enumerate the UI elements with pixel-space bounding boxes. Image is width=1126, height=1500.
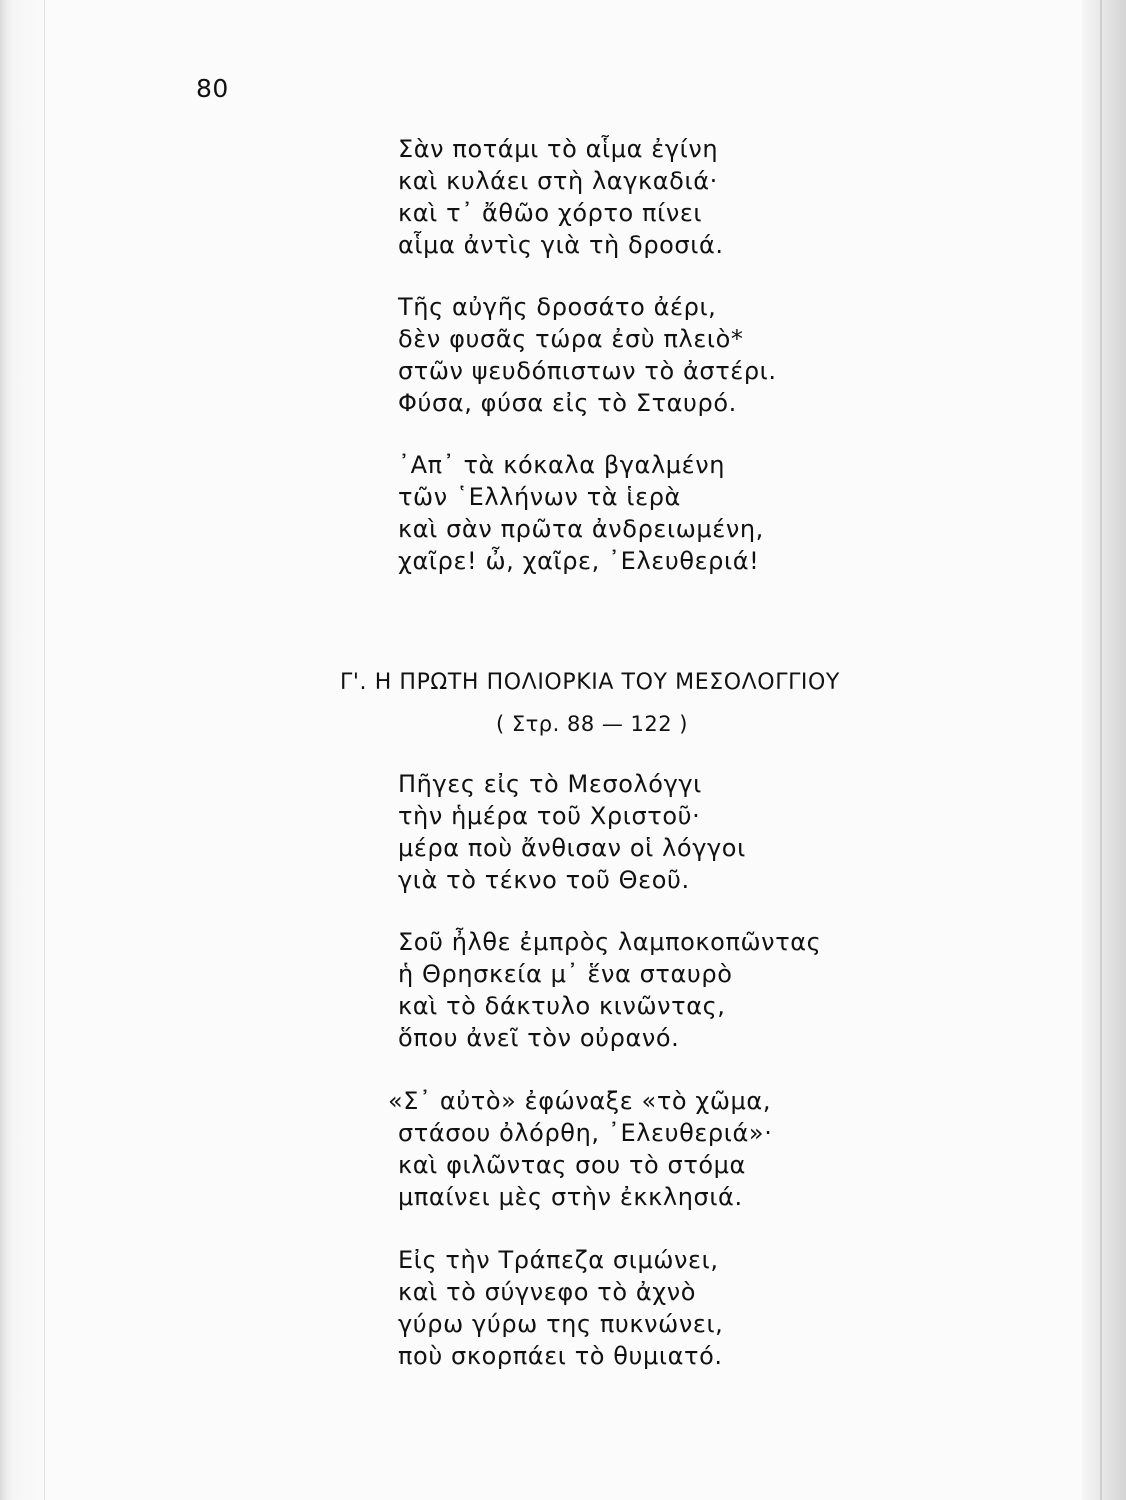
binding-edge-line xyxy=(44,0,45,1500)
verse-line: Σὰν ποτάμι τὸ αἷμα ἐγίνη xyxy=(398,135,719,163)
verse-line: Πῆγες εἰς τὸ Μεσολόγγι xyxy=(398,770,702,798)
verse-line: καὶ τ᾿ ἄθῶο χόρτο πίνει xyxy=(398,199,703,227)
section-heading: Γ'. Η ΠΡΩΤΗ ΠΟΛΙΟΡΚΙΑ ΤΟΥ ΜΕΣΟΛΟΓΓΙΟΥ xyxy=(340,670,840,695)
verse-line: ἡ Θρησκεία μ᾿ ἕνα σταυρὸ xyxy=(398,960,733,988)
verse-line: Τῆς αὐγῆς δροσάτο ἀέρι, xyxy=(398,293,717,321)
verse-line: γύρω γύρω της πυκνώνει, xyxy=(398,1310,724,1338)
verse-line: καὶ φιλῶντας σου τὸ στόμα xyxy=(398,1151,746,1179)
verse-line: Σοῦ ἦλθε ἐμπρὸς λαμποκοπῶντας xyxy=(398,928,822,956)
verse-line: ᾿Απ᾿ τὰ κόκαλα βγαλμένη xyxy=(398,451,726,479)
stanza xyxy=(398,926,918,1054)
stanza xyxy=(398,449,918,577)
verse-line: γιὰ τὸ τέκνο τοῦ Θεοῦ. xyxy=(398,866,690,894)
verse-line: ποὺ σκορπάει τὸ θυμιατό. xyxy=(398,1342,723,1370)
stanza xyxy=(398,1244,918,1372)
verse-line: μέρα ποὺ ἄνθισαν οἱ λόγγοι xyxy=(398,834,746,862)
verse-line: «Σ᾿ αὐτὸ» ἐφώναξε «τὸ χῶμα, xyxy=(388,1087,772,1115)
binding-shadow xyxy=(0,0,48,1500)
verse-line: μπαίνει μὲς στὴν ἐκκλησιά. xyxy=(398,1183,743,1211)
verse-line: δὲν φυσᾶς τώρα ἐσὺ πλειὸ* xyxy=(398,325,744,353)
verse-line: τῶν ῾Ελλήνων τὰ ἱερὰ xyxy=(398,483,681,511)
stanza xyxy=(398,291,918,419)
stanza xyxy=(398,768,918,896)
verse-line: αἷμα ἀντὶς γιὰ τὴ δροσιά. xyxy=(398,231,724,259)
verse-line: στάσου ὀλόρθη, ᾿Ελευθεριά»· xyxy=(398,1119,773,1147)
page-edge-line xyxy=(1100,0,1102,1500)
page-number: 80 xyxy=(196,74,229,103)
section-subheading: ( Στρ. 88 — 122 ) xyxy=(496,712,688,736)
verse-line: ὅπου ἀνεῖ τὸν οὐρανό. xyxy=(398,1024,680,1052)
verse-line: Φύσα, φύσα εἰς τὸ Σταυρό. xyxy=(398,389,737,417)
stanza xyxy=(388,1085,908,1213)
verse-line: καὶ τὸ δάκτυλο κινῶντας, xyxy=(398,992,726,1020)
verse-line: καὶ κυλάει στὴ λαγκαδιά· xyxy=(398,167,718,195)
verse-line: χαῖρε! ὦ, χαῖρε, ᾿Ελευθεριά! xyxy=(398,547,760,575)
stanza xyxy=(398,133,918,261)
verse-line: στῶν ψευδόπιστων τὸ ἀστέρι. xyxy=(398,357,777,385)
verse-line: Εἰς τὴν Τράπεζα σιμώνει, xyxy=(398,1246,719,1274)
verse-line: καὶ σὰν πρῶτα ἀνδρειωμένη, xyxy=(398,515,764,543)
page-edge-shadow xyxy=(1082,0,1126,1500)
verse-line: καὶ τὸ σύγνεφο τὸ ἀχνὸ xyxy=(398,1278,697,1306)
verse-line: τὴν ἡμέρα τοῦ Χριστοῦ· xyxy=(398,802,701,830)
